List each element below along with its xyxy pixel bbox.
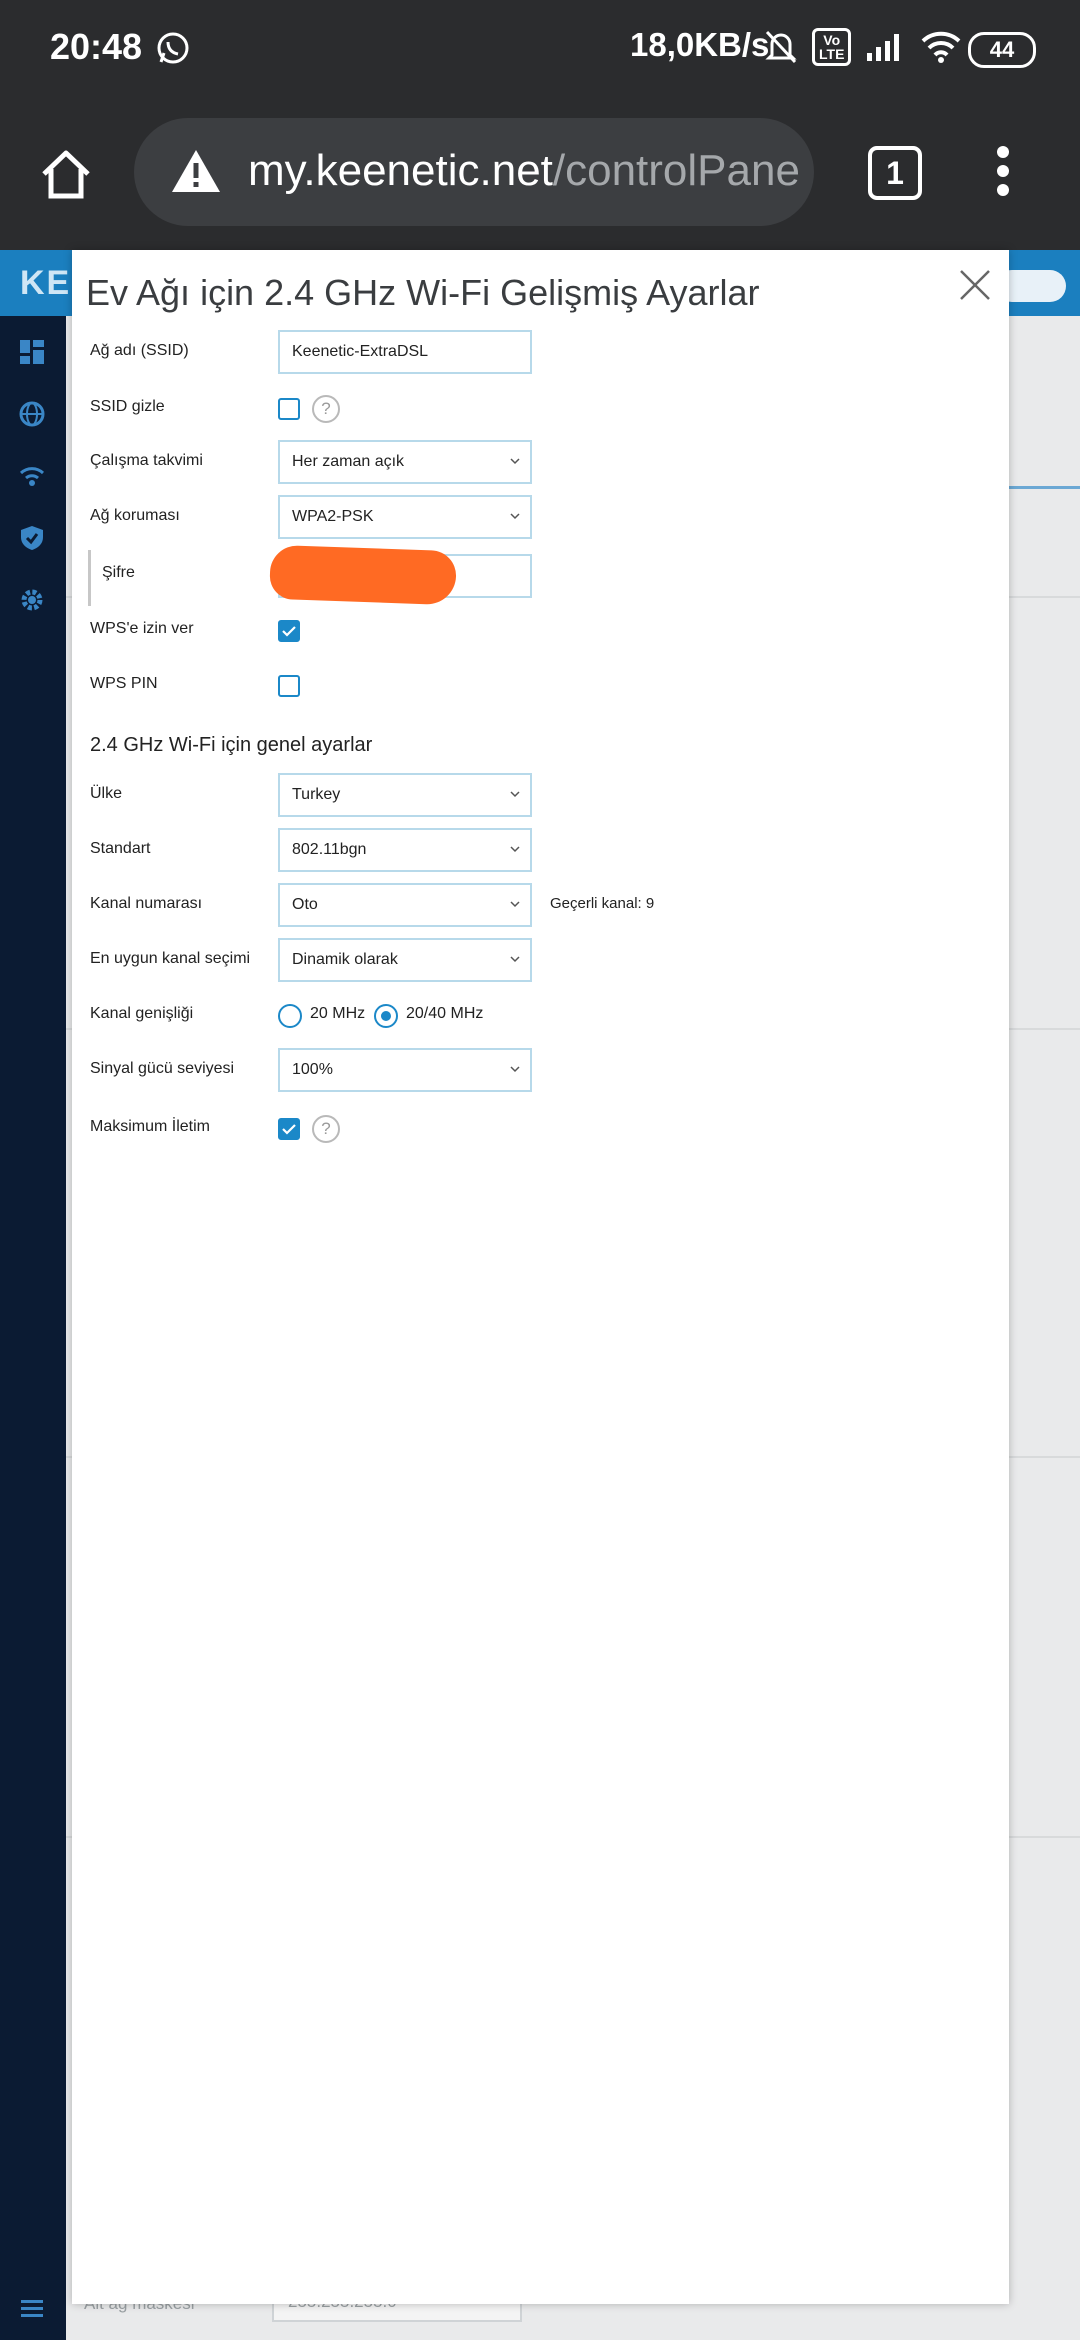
url-text xyxy=(248,146,800,196)
password-label: Şifre xyxy=(102,564,135,581)
address-bar[interactable] xyxy=(134,118,814,226)
hide-ssid-label: SSID gizle xyxy=(90,398,165,415)
channel-value: Oto xyxy=(292,896,318,913)
chevron-down-icon xyxy=(510,954,520,964)
channel-selection-label: En uygun kanal seçimi xyxy=(90,950,251,967)
more-icon[interactable] xyxy=(994,146,1012,198)
standard-value: 802.11bgn xyxy=(292,841,367,858)
chevron-down-icon xyxy=(510,511,520,521)
bandwidth-20-label[interactable]: 20 MHz xyxy=(310,1005,366,1022)
standard-row xyxy=(72,828,1009,874)
channel-select[interactable] xyxy=(278,883,532,927)
chevron-down-icon xyxy=(510,899,520,909)
password-row xyxy=(72,550,1009,606)
hide-ssid-row xyxy=(72,386,1009,432)
shield-icon[interactable] xyxy=(18,524,46,552)
tx-power-select[interactable] xyxy=(278,1048,532,1092)
gear-icon[interactable] xyxy=(18,586,46,614)
wps-pin-checkbox[interactable] xyxy=(278,675,300,697)
dialog-title: Ev Ağı için 2.4 GHz Wi-Fi Gelişmiş Ayarlar xyxy=(86,272,760,313)
hide-ssid-checkbox[interactable] xyxy=(278,398,300,420)
wifi-icon[interactable] xyxy=(18,462,46,490)
status-time: 20:48 xyxy=(50,26,143,67)
indent-bar xyxy=(88,550,91,606)
chevron-down-icon xyxy=(510,844,520,854)
tx-power-label: Sinyal gücü seviyesi xyxy=(90,1060,235,1077)
schedule-value: Her zaman açık xyxy=(292,453,405,470)
max-tx-label: Maksimum İletim xyxy=(90,1118,211,1135)
bandwidth-label: Kanal genişliği xyxy=(90,1005,194,1022)
close-icon[interactable] xyxy=(958,268,992,302)
channel-row xyxy=(72,883,1009,929)
channel-selection-value: Dinamik olarak xyxy=(292,951,398,968)
browser-toolbar xyxy=(0,96,1080,250)
country-label: Ülke xyxy=(90,785,123,802)
sidebar xyxy=(0,316,66,2340)
section-heading: 2.4 GHz Wi-Fi için genel ayarlar xyxy=(90,734,373,756)
max-tx-row xyxy=(72,1106,1009,1152)
wps-allow-row xyxy=(72,608,1009,654)
wps-pin-row xyxy=(72,663,1009,709)
globe-icon[interactable] xyxy=(18,400,46,428)
country-row xyxy=(72,773,1009,819)
signal-icon xyxy=(865,31,905,63)
tx-power-value: 100% xyxy=(292,1061,333,1078)
help-icon[interactable]: ? xyxy=(312,1115,340,1143)
wps-pin-label: WPS PIN xyxy=(90,675,158,692)
hamburger-icon[interactable] xyxy=(18,2294,46,2322)
bandwidth-20-radio[interactable] xyxy=(278,1004,302,1028)
battery-icon: 44 xyxy=(968,32,1036,68)
bandwidth-20-40-label[interactable]: 20/40 MHz xyxy=(406,1005,484,1022)
bell-muted-icon xyxy=(764,28,798,66)
url-path: /controlPane xyxy=(552,146,800,195)
max-tx-checkbox[interactable] xyxy=(278,1118,300,1140)
bandwidth-20-40-radio[interactable] xyxy=(374,1004,398,1028)
channel-selection-select[interactable] xyxy=(278,938,532,982)
help-icon[interactable]: ? xyxy=(312,395,340,423)
wifi-advanced-settings-dialog xyxy=(72,250,1009,2304)
schedule-row xyxy=(72,440,1009,486)
url-host: my.keenetic.net xyxy=(248,146,553,195)
dashboard-icon[interactable] xyxy=(18,338,46,366)
logo: KE xyxy=(20,264,72,302)
ssid-label: Ağ adı (SSID) xyxy=(90,342,189,359)
country-value: Turkey xyxy=(292,786,341,803)
warning-icon[interactable] xyxy=(170,148,222,194)
ssid-row xyxy=(72,330,1009,376)
chevron-down-icon xyxy=(510,789,520,799)
security-label: Ağ koruması xyxy=(90,507,180,524)
check-icon xyxy=(280,1120,298,1138)
security-row xyxy=(72,495,1009,541)
redaction-mark xyxy=(269,545,457,605)
standard-select[interactable] xyxy=(278,828,532,872)
ssid-input[interactable]: Keenetic-ExtraDSL xyxy=(278,330,532,374)
wifi-icon xyxy=(919,29,963,65)
tabs-button[interactable]: 1 xyxy=(868,146,922,200)
security-value: WPA2-PSK xyxy=(292,508,374,525)
standard-label: Standart xyxy=(90,840,151,857)
status-bar xyxy=(0,0,1080,96)
chevron-down-icon xyxy=(510,456,520,466)
channel-selection-row xyxy=(72,938,1009,984)
channel-label: Kanal numarası xyxy=(90,895,203,912)
check-icon xyxy=(280,622,298,640)
network-speed: 18,0KB/s xyxy=(630,26,770,63)
tx-power-row xyxy=(72,1048,1009,1094)
country-select[interactable] xyxy=(278,773,532,817)
wps-allow-checkbox[interactable] xyxy=(278,620,300,642)
current-channel-note: Geçerli kanal: 9 xyxy=(550,895,655,912)
chevron-down-icon xyxy=(510,1064,520,1074)
bandwidth-row xyxy=(72,993,1009,1039)
wps-allow-label: WPS'e izin ver xyxy=(90,620,194,637)
home-icon[interactable] xyxy=(38,146,94,202)
security-select[interactable] xyxy=(278,495,532,539)
schedule-label: Çalışma takvimi xyxy=(90,452,203,469)
whatsapp-icon xyxy=(155,30,191,66)
schedule-select[interactable] xyxy=(278,440,532,484)
volte-icon: Vo LTE xyxy=(812,28,851,66)
